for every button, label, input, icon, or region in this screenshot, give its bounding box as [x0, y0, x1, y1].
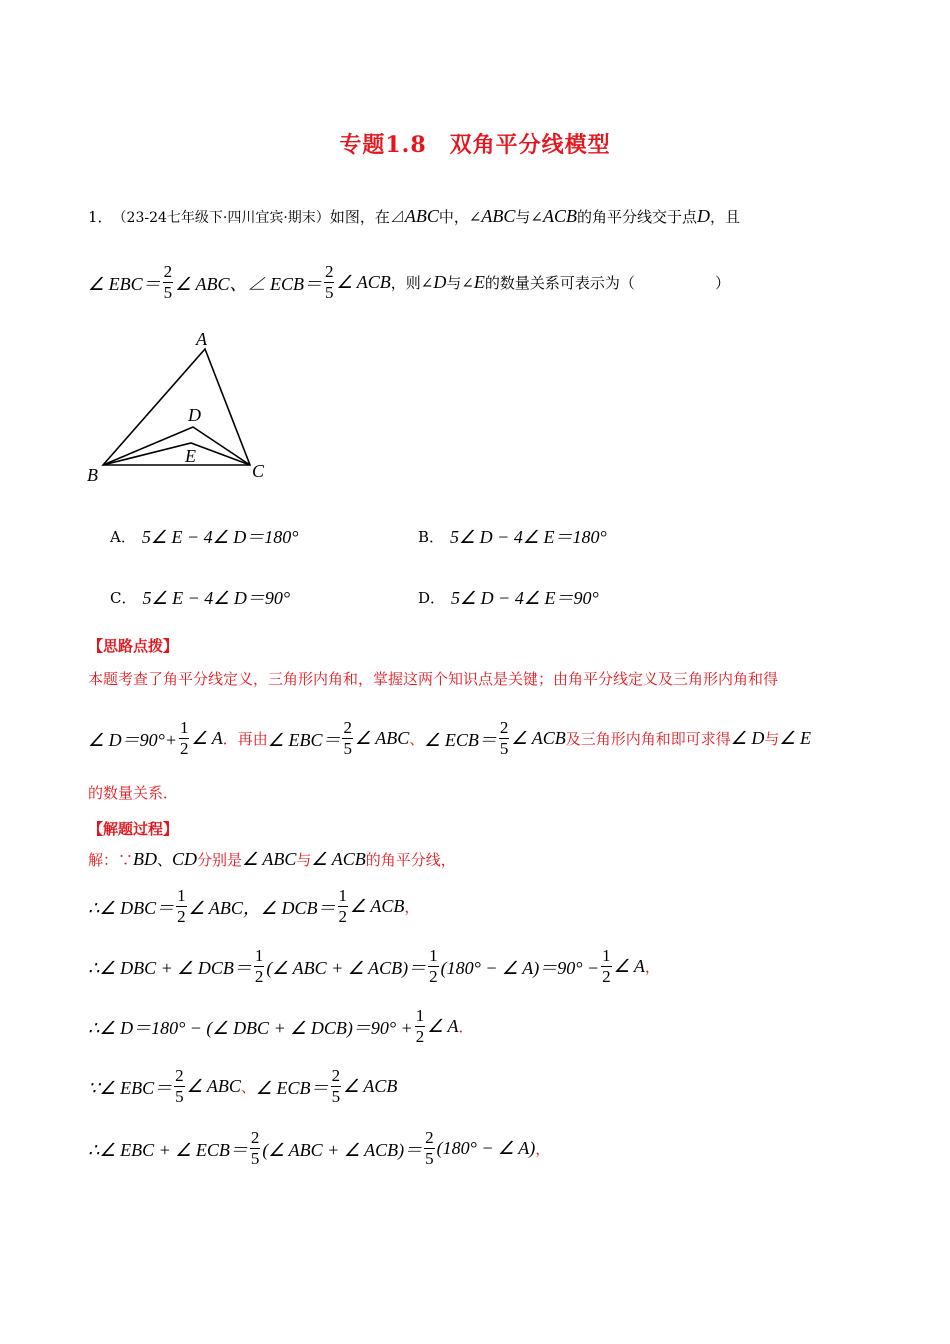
hint-line3: 的数量关系．	[88, 784, 179, 802]
fraction: $\frac{2}{5}$	[324, 262, 334, 302]
label-a: A	[196, 329, 207, 349]
triangle-abc	[103, 349, 250, 465]
lines-e	[103, 443, 250, 465]
solution-step1: 解：∵ BD 、 CD 分别是 ∠ ABC 与 ∠ ACB 的角平分线，	[88, 849, 456, 869]
solution-heading: 【解题过程】	[88, 820, 179, 838]
label-d: D	[188, 405, 201, 425]
fraction: $\frac{1}{2}$	[429, 946, 438, 986]
fraction: $\frac{1}{2}$	[415, 1006, 425, 1046]
fraction: $\frac{2}{5}$	[343, 718, 352, 758]
option-a[interactable]: A． 5∠ E − 4∠ D＝180°	[110, 527, 299, 547]
label-c: C	[252, 461, 265, 481]
option-c[interactable]: C． 5∠ E − 4∠ D＝90°	[110, 588, 291, 608]
fraction: $\frac{2}{5}$	[175, 1066, 184, 1106]
page-title: 专题1.8 双角平分线模型	[339, 132, 611, 158]
question-number: 1．	[88, 208, 113, 226]
fraction: $\frac{2}{5}$	[250, 1128, 260, 1168]
question-source: （23-24七年级下·四川宜宾·期末）	[112, 209, 330, 226]
option-b[interactable]: B． 5∠ D − 4∠ E＝180°	[418, 527, 607, 547]
hint-line2: ∠ D＝90°+ $\frac{1}{2}$ ∠ A ．再由 ∠ EBC＝ $\frac{2}{5}$ ∠ ABC 、 ∠ ECB＝ $\frac{2}{5}$ ∠ ACB 及三角形内角和即可求得 ∠ D 与 ∠ E	[88, 718, 812, 758]
solution-step6: ∴∠ EBC + ∠ ECB＝ $\frac{2}{5}$ (∠ ABC + ∠ ACB)＝ $\frac{2}{5}$ (180° − ∠ A) ，	[88, 1128, 551, 1168]
fraction: $\frac{1}{2}$	[338, 886, 348, 926]
solution-step4: ∴∠ D＝180° − (∠ DBC + ∠ DCB)＝90° + $\frac{1}{2}$ ∠ A ．	[88, 1006, 474, 1046]
solution-step5: ∵∠ EBC＝ $\frac{2}{5}$ ∠ ABC 、 ∠ ECB＝ $\frac{2}{5}$ ∠ ACB	[88, 1066, 398, 1106]
hint-heading: 【思路点拨】	[88, 637, 179, 655]
triangle-figure	[80, 325, 280, 490]
fraction: $\frac{2}{5}$	[163, 262, 173, 302]
fraction: $\frac{2}{5}$	[499, 718, 509, 758]
fraction: $\frac{1}{2}$	[177, 886, 186, 926]
solution-step2: ∴∠ DBC＝ $\frac{1}{2}$ ∠ ABC，∠ DCB＝ $\frac{1}{2}$ ∠ ACB ，	[88, 886, 420, 926]
option-d[interactable]: D． 5∠ D − 4∠ E＝90°	[418, 588, 599, 608]
label-b: B	[87, 465, 98, 485]
fraction: $\frac{1}{2}$	[179, 718, 189, 758]
label-e: E	[185, 446, 196, 466]
fraction: $\frac{2}{5}$	[425, 1128, 434, 1168]
fraction: $\frac{1}{2}$	[254, 946, 264, 986]
fraction: $\frac{1}{2}$	[602, 946, 611, 986]
fraction: $\frac{2}{5}$	[331, 1066, 341, 1106]
solution-step3: ∴∠ DBC + ∠ DCB＝ $\frac{1}{2}$ (∠ ABC + ∠ ACB)＝ $\frac{1}{2}$ (180° − ∠ A)＝90° − $\frac{1}{2}$ ∠ A ，	[88, 946, 660, 986]
question-stem-line1: 1． （23-24七年级下·四川宜宾·期末） 如图，在⊿ ABC 中，∠ ABC 与∠ ACB 的角平分线交于点 D ，且	[88, 206, 741, 226]
hint-line1: 本题考查了角平分线定义，三角形内角和，掌握这两个知识点是关键；由角平分线定义及三角形内角和得	[88, 670, 779, 688]
question-stem-line2: ∠ EBC＝ $\frac{2}{5}$ ∠ ABC、∠ ECB＝ $\frac{2}{5}$ ∠ ACB ，则∠ D 与∠ E 的数量关系可表示为（ ）	[88, 262, 730, 302]
